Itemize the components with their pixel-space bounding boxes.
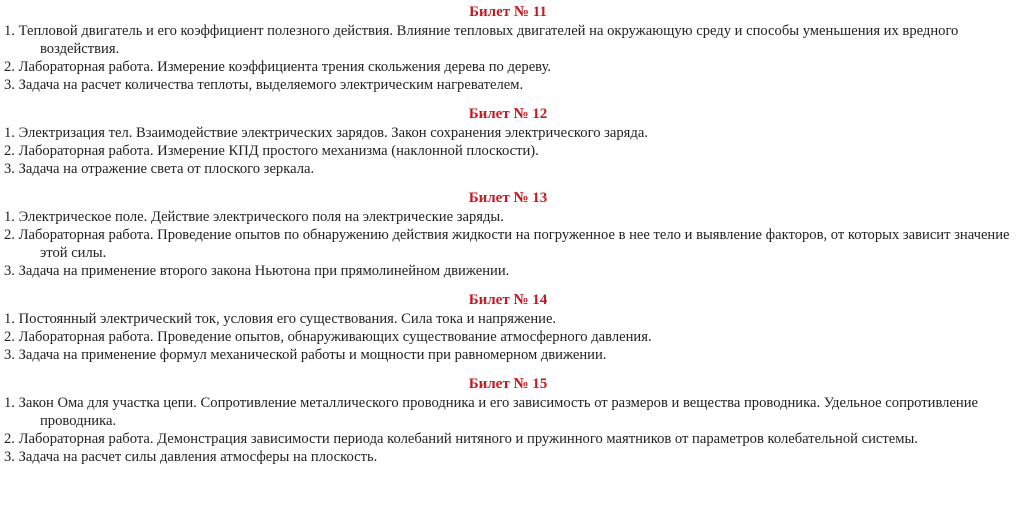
- question-text: Тепловой двигатель и его коэффициент полезного действия. Влияние тепловых двигателей на окружающую среду и способы уменьшения их вредного воздействия.: [18, 23, 959, 57]
- ticket-title: Билет № 13: [468, 190, 548, 206]
- question-item: [4, 226, 1012, 262]
- ticket-13: [4, 189, 1012, 280]
- question-list: [4, 394, 1012, 466]
- question-number: 2.: [4, 227, 15, 243]
- question-item: [4, 310, 1012, 328]
- question-number: 2.: [4, 329, 15, 345]
- ticket-title: Билет № 15: [468, 376, 548, 392]
- question-item: [4, 76, 1012, 94]
- question-text: Электризация тел. Взаимодействие электрических зарядов. Закон сохранения электрического заряда.: [18, 125, 648, 141]
- question-text: Лабораторная работа. Измерение КПД простого механизма (наклонной плоскости).: [18, 143, 539, 159]
- question-list: [4, 208, 1012, 280]
- ticket-11: [4, 3, 1012, 94]
- question-item: [4, 346, 1012, 364]
- question-number: 1.: [4, 311, 15, 327]
- question-text: Задача на отражение света от плоского зеркала.: [18, 161, 315, 177]
- question-item: [4, 22, 1012, 58]
- question-item: [4, 430, 1012, 448]
- question-text: Задача на применение второго закона Ньютона при прямолинейном движении.: [18, 263, 510, 279]
- question-number: 3.: [4, 263, 15, 279]
- ticket-title: Билет № 14: [468, 292, 548, 308]
- question-list: [4, 22, 1012, 94]
- question-text: Закон Ома для участка цепи. Сопротивление металлического проводника и его зависимость от размеров и вещества проводника. Удельное сопротивление проводника.: [18, 395, 979, 429]
- question-list: [4, 310, 1012, 364]
- question-number: 2.: [4, 431, 15, 447]
- question-item: [4, 328, 1012, 346]
- question-number: 3.: [4, 161, 15, 177]
- question-number: 3.: [4, 77, 15, 93]
- question-item: [4, 124, 1012, 142]
- question-text: Постоянный электрический ток, условия его существования. Сила тока и напряжение.: [18, 311, 557, 327]
- ticket-title: Билет № 11: [469, 4, 547, 20]
- question-number: 2.: [4, 143, 15, 159]
- question-number: 1.: [4, 395, 15, 411]
- question-number: 1.: [4, 209, 15, 225]
- question-item: [4, 208, 1012, 226]
- question-text: Лабораторная работа. Измерение коэффициента трения скольжения дерева по дереву.: [18, 59, 552, 75]
- question-item: [4, 394, 1012, 430]
- question-item: [4, 142, 1012, 160]
- ticket-12: [4, 105, 1012, 178]
- ticket-14: [4, 291, 1012, 364]
- question-text: Лабораторная работа. Демонстрация зависимости периода колебаний нитяного и пружинного маятников от параметров колебательной системы.: [18, 431, 918, 447]
- question-item: [4, 160, 1012, 178]
- question-number: 3.: [4, 449, 15, 465]
- question-text: Лабораторная работа. Проведение опытов по обнаружению действия жидкости на погруженное в нее тело и выявление факторов, от которых зависит значение этой силы.: [18, 227, 1010, 261]
- question-item: [4, 58, 1012, 76]
- question-number: 2.: [4, 59, 15, 75]
- ticket-15: [4, 375, 1012, 466]
- question-list: [4, 124, 1012, 178]
- question-number: 3.: [4, 347, 15, 363]
- ticket-title: Билет № 12: [468, 106, 548, 122]
- question-text: Электрическое поле. Действие электрического поля на электрические заряды.: [18, 209, 504, 225]
- question-number: 1.: [4, 23, 15, 39]
- question-item: [4, 262, 1012, 280]
- question-item: [4, 448, 1012, 466]
- question-text: Лабораторная работа. Проведение опытов, обнаруживающих существование атмосферного давления.: [18, 329, 652, 345]
- question-number: 1.: [4, 125, 15, 141]
- question-text: Задача на расчет количества теплоты, выделяемого электрическим нагревателем.: [18, 77, 524, 93]
- question-text: Задача на применение формул механической работы и мощности при равномерном движении.: [18, 347, 607, 363]
- question-text: Задача на расчет силы давления атмосферы на плоскость.: [18, 449, 378, 465]
